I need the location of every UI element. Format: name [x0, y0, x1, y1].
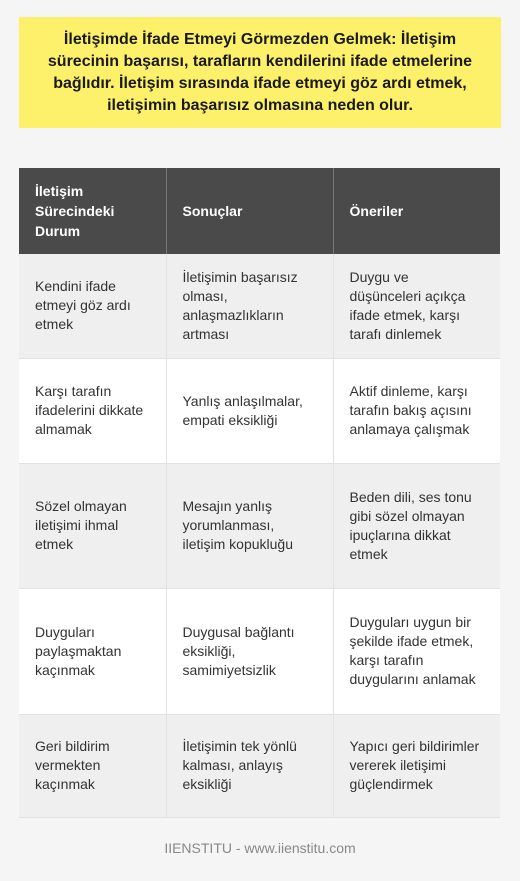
table-cell-suggestions: Aktif dinleme, karşı tarafın bakış açısını anlamaya çalışmak	[333, 358, 500, 463]
table-cell-situation: Duyguları paylaşmaktan kaçınmak	[19, 588, 166, 714]
table-row	[19, 463, 500, 588]
comparison-table	[19, 168, 500, 818]
table-cell-results: Yanlış anlaşılmalar, empati eksikliği	[166, 358, 333, 463]
column-header-results: Sonuçlar	[166, 168, 333, 254]
column-header-situation: İletişim Sürecindeki Durum	[19, 168, 166, 254]
column-header-suggestions: Öneriler	[349, 203, 404, 219]
title-text: İletişimde İfade Etmeyi Görmezden Gelmek: İletişim sürecinin başarısı, tarafların kendilerini ifade etmelerine bağlıdır. İletişim sırasında ifade etmeyi göz ardı etmek, iletişimin başarısız olmasına neden olur.	[47, 30, 473, 114]
table-cell-suggestions: Duygu ve düşünceleri açıkça ifade etmek, karşı tarafı dinlemek	[333, 254, 500, 358]
table-cell-situation: Karşı tarafın ifadelerini dikkate almamak	[19, 358, 166, 463]
comparison-table-container	[19, 168, 500, 818]
table-cell-results: İletişimin tek yönlü kalması, anlayış eksikliği	[166, 714, 333, 817]
table-cell-results: İletişimin başarısız olması, anlaşmazlıkların artması	[166, 254, 333, 358]
table-cell-results: Mesajın yanlış yorumlanması, iletişim kopukluğu	[166, 463, 333, 588]
footer-credit: IIENSTITU - www.iienstitu.com	[164, 840, 356, 856]
table-cell-situation: Geri bildirim vermekten kaçınmak	[19, 714, 166, 817]
table-row	[19, 254, 500, 358]
table-cell-situation: Sözel olmayan iletişimi ihmal etmek	[19, 463, 166, 588]
table-cell-suggestions: Beden dili, ses tonu gibi sözel olmayan ipuçlarına dikkat etmek	[333, 463, 500, 588]
table-row	[19, 714, 500, 817]
table-row	[19, 358, 500, 463]
table-header-row	[19, 168, 500, 254]
table-cell-suggestions: Duyguları uygun bir şekilde ifade etmek, karşı tarafın duygularını anlamak	[333, 588, 500, 714]
table-cell-situation: Kendini ifade etmeyi göz ardı etmek	[19, 254, 166, 358]
title-banner	[19, 17, 501, 128]
table-cell-suggestions: Yapıcı geri bildirimler vererek iletişimi güçlendirmek	[333, 714, 500, 817]
table-row	[19, 588, 500, 714]
table-cell-results: Duygusal bağlantı eksikliği, samimiyetsizlik	[166, 588, 333, 714]
